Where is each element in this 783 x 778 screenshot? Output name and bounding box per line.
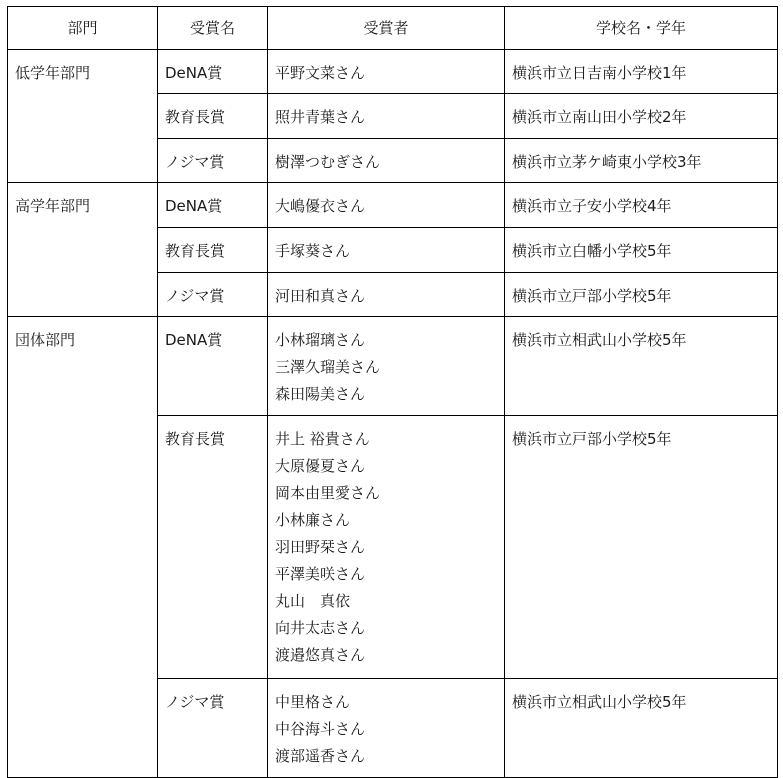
category-cell xyxy=(8,317,158,778)
recipients-cell xyxy=(268,228,505,273)
recipients-cell xyxy=(268,416,505,679)
recipient-name: 三澤久瑠美さん xyxy=(275,358,381,376)
category-cell xyxy=(8,183,158,317)
category-cell xyxy=(8,50,158,183)
award-cell xyxy=(158,416,268,679)
recipient-name: 渡部遥香さん xyxy=(275,747,366,765)
school-label: 横浜市立南山田小学校2年 xyxy=(512,108,687,126)
recipient-name: 平野文菜さん xyxy=(275,64,366,82)
recipient-name: 向井太志さん xyxy=(275,619,366,637)
award-label: ノジマ賞 xyxy=(165,287,225,305)
award-cell xyxy=(158,228,268,273)
table-body xyxy=(8,50,778,778)
award-label: DeNA賞 xyxy=(165,331,223,349)
recipient-name: 河田和真さん xyxy=(275,287,366,305)
school-cell xyxy=(505,50,778,94)
award-label: DeNA賞 xyxy=(165,64,223,82)
recipient-name: 照井青葉さん xyxy=(275,108,366,126)
recipients-cell xyxy=(268,679,505,778)
recipient-name: 渡邉悠真さん xyxy=(275,646,366,664)
school-cell xyxy=(505,228,778,273)
category-label: 高学年部門 xyxy=(15,197,91,215)
award-cell xyxy=(158,139,268,183)
recipients-cell xyxy=(268,50,505,94)
school-label: 横浜市立日吉南小学校1年 xyxy=(512,64,687,82)
school-label: 横浜市立戸部小学校5年 xyxy=(512,430,672,448)
recipient-name: 樹澤つむぎさん xyxy=(275,153,381,171)
recipient-name: 大原優夏さん xyxy=(275,457,366,475)
awards-table xyxy=(7,6,778,778)
school-label: 横浜市立茅ケ崎東小学校3年 xyxy=(512,153,702,171)
recipient-name: 丸山 真依 xyxy=(275,592,351,610)
school-cell xyxy=(505,139,778,183)
recipient-name: 小林廉さん xyxy=(275,511,351,529)
header-department: 部門 xyxy=(8,7,158,50)
school-cell xyxy=(505,679,778,778)
award-cell xyxy=(158,50,268,94)
school-cell xyxy=(505,183,778,228)
award-cell xyxy=(158,317,268,416)
header-award: 受賞名 xyxy=(158,7,268,50)
award-label: DeNA賞 xyxy=(165,197,223,215)
school-cell xyxy=(505,94,778,139)
school-label: 横浜市立相武山小学校5年 xyxy=(512,331,687,349)
recipient-name: 平澤美咲さん xyxy=(275,565,366,583)
recipient-name: 手塚葵さん xyxy=(275,242,351,260)
recipient-name: 中谷海斗さん xyxy=(275,720,366,738)
award-label: ノジマ賞 xyxy=(165,153,225,171)
recipients-cell xyxy=(268,183,505,228)
award-label: 教育長賞 xyxy=(165,242,226,260)
recipient-name: 小林瑠璃さん xyxy=(275,331,366,349)
recipients-cell xyxy=(268,139,505,183)
header-school: 学校名・学年 xyxy=(505,7,778,50)
recipient-name: 羽田野栞さん xyxy=(275,538,366,556)
school-label: 横浜市立戸部小学校5年 xyxy=(512,287,672,305)
award-label: ノジマ賞 xyxy=(165,693,225,711)
recipients-cell xyxy=(268,273,505,317)
recipients-cell xyxy=(268,317,505,416)
table-row xyxy=(8,50,778,94)
header-recipient: 受賞者 xyxy=(268,7,505,50)
award-cell xyxy=(158,679,268,778)
school-cell xyxy=(505,416,778,679)
school-label: 横浜市立子安小学校4年 xyxy=(512,197,672,215)
table-row xyxy=(8,183,778,228)
school-label: 横浜市立相武山小学校5年 xyxy=(512,693,687,711)
award-cell xyxy=(158,273,268,317)
award-label: 教育長賞 xyxy=(165,108,226,126)
header-row xyxy=(8,7,778,50)
table-row xyxy=(8,317,778,416)
recipient-name: 中里格さん xyxy=(275,693,351,711)
recipient-name: 岡本由里愛さん xyxy=(275,484,381,502)
award-cell xyxy=(158,94,268,139)
award-cell xyxy=(158,183,268,228)
category-label: 団体部門 xyxy=(15,331,76,349)
school-cell xyxy=(505,317,778,416)
recipient-name: 井上 裕貴さん xyxy=(275,430,370,448)
recipients-cell xyxy=(268,94,505,139)
school-cell xyxy=(505,273,778,317)
school-label: 横浜市立白幡小学校5年 xyxy=(512,242,672,260)
recipient-name: 大嶋優衣さん xyxy=(275,197,366,215)
recipient-name: 森田陽美さん xyxy=(275,385,366,403)
category-label: 低学年部門 xyxy=(15,64,91,82)
award-label: 教育長賞 xyxy=(165,430,226,448)
